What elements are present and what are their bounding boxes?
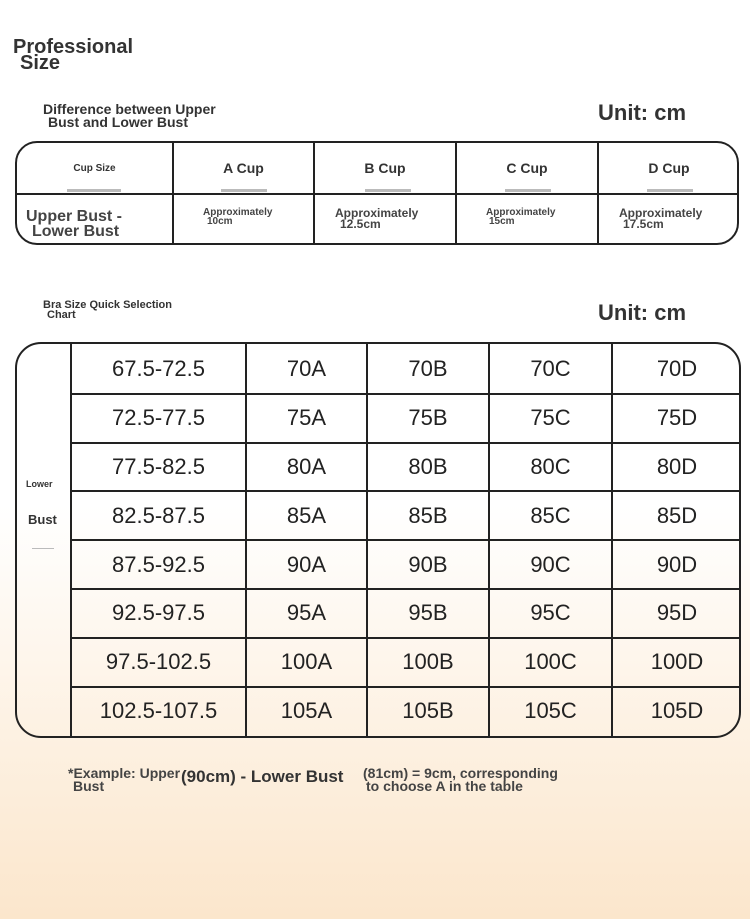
header-b-cup: B Cup	[364, 160, 406, 176]
note-part1-line2: Bust	[73, 778, 105, 794]
bra-size-cell: 75C	[530, 405, 571, 431]
note-part1-line1: *Example: Upper	[68, 765, 181, 781]
lower-bust-range-cell: 82.5-87.5	[112, 502, 205, 528]
bra-size-cell: 105A	[280, 697, 333, 723]
bra-size-cell: 95C	[530, 600, 571, 626]
bra-size-cell: 80D	[656, 453, 698, 479]
header-c-cup: C Cup	[506, 160, 548, 176]
d-cup-value-line1: Approximately	[619, 206, 703, 220]
section2-heading-line1: Bra Size Quick Selection	[43, 299, 172, 311]
bra-size-cell: 100A	[280, 649, 333, 675]
section2-heading-line2: Chart	[47, 309, 76, 321]
lower-bust-range-cell: 87.5-92.5	[112, 551, 205, 577]
b-cup-value-line2: 12.5cm	[340, 217, 381, 231]
header-underline	[221, 189, 267, 192]
header-underline	[505, 189, 551, 192]
size-grid	[17, 344, 739, 736]
header-cup-size: Cup Size	[73, 162, 116, 174]
side-label-line2: Bust	[28, 512, 57, 527]
bra-size-cell: 80B	[408, 453, 448, 479]
lower-bust-range-cell: 102.5-107.5	[99, 697, 218, 723]
lower-bust-range-cell: 77.5-82.5	[112, 453, 205, 479]
bra-size-cell: 95A	[286, 600, 327, 626]
bra-size-cell: 70C	[530, 356, 571, 382]
bra-size-cell: 70A	[286, 356, 327, 382]
lower-bust-range-cell: 67.5-72.5	[112, 356, 205, 382]
bra-size-cell: 80C	[530, 453, 571, 479]
bra-size-cell: 105B	[402, 697, 454, 723]
a-cup-value-line1: Approximately	[203, 207, 273, 218]
bra-size-cell: 95B	[408, 600, 448, 626]
header-underline	[647, 189, 693, 192]
bra-size-cell: 90B	[408, 551, 448, 577]
bra-size-cell: 90C	[530, 551, 571, 577]
side-label-line1: Lower	[26, 479, 53, 489]
c-cup-value-line2: 15cm	[489, 216, 515, 227]
bra-size-cell: 75B	[408, 405, 448, 431]
lower-bust-range-cell: 97.5-102.5	[105, 649, 212, 675]
header-underline	[365, 189, 411, 192]
row-label-line1: Upper Bust -	[26, 208, 122, 225]
bra-size-chart	[15, 342, 741, 738]
header-d-cup: D Cup	[648, 160, 690, 176]
section2-unit: Unit: cm	[598, 300, 686, 325]
bra-size-cell: 100D	[650, 649, 704, 675]
page-title-line2: Size	[20, 52, 61, 74]
bra-size-cell: 70B	[408, 356, 448, 382]
bra-size-cell: 85C	[530, 502, 571, 528]
row-label-line2: Lower Bust	[32, 223, 120, 240]
section1-heading-line2: Bust and Lower Bust	[48, 114, 189, 130]
bra-size-cell: 85A	[286, 502, 327, 528]
bra-size-cell: 90A	[286, 551, 327, 577]
bra-size-cell: 80A	[286, 453, 327, 479]
a-cup-value-line2: 10cm	[207, 216, 233, 227]
bra-size-cell: 105C	[524, 697, 577, 723]
b-cup-value-line1: Approximately	[335, 206, 419, 220]
bra-size-cell: 95D	[656, 600, 698, 626]
header-underline	[67, 189, 121, 192]
section1-unit: Unit: cm	[598, 100, 686, 125]
bra-size-cell: 90D	[656, 551, 698, 577]
bra-size-cell: 100C	[524, 649, 577, 675]
bra-size-cell: 75D	[656, 405, 698, 431]
note-part3-line2: to choose A in the table	[366, 778, 523, 794]
bra-size-cell: 100B	[402, 649, 454, 675]
bra-size-cell: 70D	[656, 356, 698, 382]
cup-difference-table	[15, 141, 739, 245]
page-title-line1: Professional	[13, 36, 134, 58]
bra-size-cell: 105D	[650, 697, 704, 723]
header-a-cup: A Cup	[223, 160, 264, 176]
note-part3-line1: (81cm) = 9cm, corresponding	[363, 765, 558, 781]
bra-size-cell: 75A	[286, 405, 327, 431]
lower-bust-range-cell: 92.5-97.5	[112, 600, 205, 626]
bra-size-cell: 85D	[656, 502, 698, 528]
note-part2: (90cm) - Lower Bust	[181, 767, 344, 786]
table-divider	[17, 193, 737, 195]
d-cup-value-line2: 17.5cm	[623, 217, 664, 231]
lower-bust-range-cell: 72.5-77.5	[112, 405, 205, 431]
c-cup-value-line1: Approximately	[486, 207, 556, 218]
bra-size-cell: 85B	[408, 502, 448, 528]
section1-heading-line1: Difference between Upper	[43, 101, 216, 117]
